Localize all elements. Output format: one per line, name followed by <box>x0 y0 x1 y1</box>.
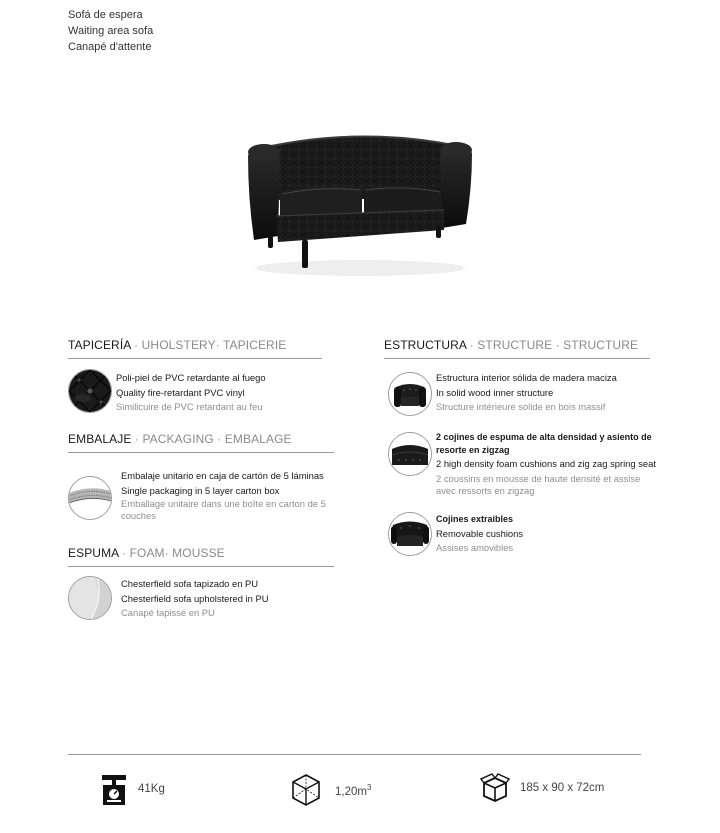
text-en: 2 high density foam cushions and zig zag spring seat <box>436 458 656 469</box>
text-en: Chesterfield sofa upholstered in PU <box>121 592 269 604</box>
section-divider <box>68 358 322 359</box>
dimensions-value: 185 x 90 x 72cm <box>520 782 605 794</box>
text-fr: Similicuire de PVC retardant au feu <box>116 401 263 412</box>
volume-value <box>335 783 371 798</box>
scale-weight-icon <box>100 773 128 807</box>
heading-main: ESTRUCTURA <box>384 338 467 352</box>
text-fr: Assises amovibles <box>436 542 514 553</box>
sofa-product-image <box>240 118 480 288</box>
product-title-block <box>68 7 153 55</box>
spec-item-text <box>436 371 651 415</box>
spec-item-text <box>436 512 651 556</box>
spec-item-text <box>436 431 656 498</box>
spec-item-text <box>121 577 321 621</box>
section-embalaje <box>68 432 334 453</box>
section-divider <box>68 566 334 567</box>
section-heading <box>384 338 650 352</box>
volume-exponent: 3 <box>366 783 372 792</box>
section-divider <box>68 452 334 453</box>
cushion-springs-icon <box>388 432 432 476</box>
text-es: Chesterfield sofa tapizado en PU <box>121 578 259 589</box>
text-en: Single packaging in 5 layer carton box <box>121 484 280 496</box>
foam-block-icon <box>68 576 112 620</box>
section-tapiceria <box>68 338 322 359</box>
text-fr: Emballage unitaire dans une boîte en carton de 5 couches <box>121 498 326 521</box>
text-fr: 2 coussins en mousse de haute densité et assise avec ressorts en zigzag <box>436 472 641 496</box>
vinyl-swatch-icon <box>68 369 112 413</box>
text-en: Quality fire-retardant PVC vinyl <box>116 386 245 398</box>
spec-dimensions <box>480 773 620 807</box>
heading-main: EMBALAJE <box>68 432 132 446</box>
heading-main: TAPICERÍA <box>68 338 131 352</box>
carton-layers-icon <box>68 476 112 520</box>
product-title-es: Sofá de espera <box>68 9 143 21</box>
armchair-frame-icon <box>388 372 432 416</box>
text-fr: Structure intérieure solide en bois massif <box>436 401 606 412</box>
section-espuma <box>68 546 334 567</box>
spec-weight <box>100 773 220 807</box>
cube-volume-icon <box>291 773 321 807</box>
section-heading <box>68 432 334 446</box>
spec-volume <box>291 773 421 807</box>
product-title-en: Waiting area sofa <box>68 25 154 37</box>
text-fr: Canapé tapissé en PU <box>121 607 215 618</box>
text-en: In solid wood inner structure <box>436 386 554 398</box>
section-heading <box>68 546 334 560</box>
text-es: Poli-piel de PVC retardante al fuego <box>116 372 266 383</box>
text-en: Removable cushions <box>436 527 524 539</box>
text-es: Cojines extraibles <box>436 514 514 524</box>
heading-sub: · UHOLSTERY· TAPICERIE <box>130 338 287 352</box>
heading-main: ESPUMA <box>68 546 119 560</box>
footer-divider <box>68 754 641 755</box>
spec-item-text <box>121 469 326 522</box>
volume-number: 1,20m <box>335 785 367 798</box>
product-title-fr: Canapé d'attente <box>68 41 152 53</box>
heading-sub: · STRUCTURE · STRUCTURE <box>466 338 639 352</box>
text-es: Embalaje unitario en caja de cartón de 5 láminas <box>121 470 324 481</box>
text-es: 2 cojines de espuma de alta densidad y asiento de resorte en zigzag <box>436 432 652 455</box>
spec-item-text <box>116 371 316 415</box>
box-dimensions-icon <box>480 773 510 803</box>
weight-value: 41Kg <box>138 783 165 795</box>
text-es: Estructura interior sólida de madera maciza <box>436 372 617 383</box>
removable-cushion-icon <box>388 512 432 556</box>
section-estructura <box>384 338 650 359</box>
heading-sub: · PACKAGING · EMBALAGE <box>131 432 292 446</box>
heading-sub: · FOAM· MOUSSE <box>118 546 225 560</box>
section-divider <box>384 358 650 359</box>
section-heading <box>68 338 322 352</box>
